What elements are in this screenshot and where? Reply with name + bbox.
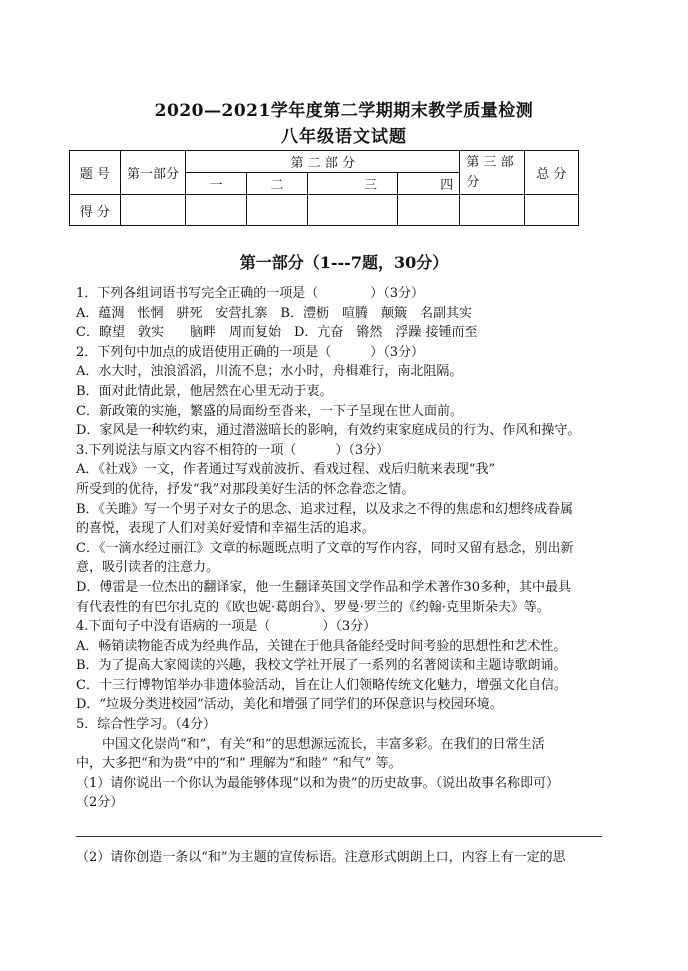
question-line: （1）请你说出一个你认为最能够体现“以和为贵”的历史故事。（说出故事名称即可） [76, 775, 560, 791]
question-line: 5．综合性学习。（4分） [76, 717, 217, 733]
score-row-label: 得 分 [70, 195, 121, 226]
question-line: 有代表性的有巴尔扎克的《欧也妮·葛朗台》、罗曼·罗兰的《约翰·克里斯朵夫》等。 [76, 599, 550, 615]
question-line: B．为了提高大家阅读的兴趣，我校文学社开展了一系列的名著阅读和主题诗歌朗诵。 [76, 658, 567, 674]
section-heading: 第一部分（1---7题，30分） [239, 253, 449, 272]
questions-body [76, 284, 616, 813]
question-line: C．十三行博物馆举办非遗体验活动，旨在让人们领略传统文化魅力，增强文化自信。 [76, 677, 567, 693]
total-header: 总 分 [524, 151, 578, 195]
passage-line: 中国文化崇尚“和”，有关“和”的思想源远流长，丰富多彩。在我们的日常生活 [102, 736, 545, 752]
score-cell-sub4[interactable] [397, 195, 459, 226]
answer-line[interactable] [76, 836, 602, 837]
part3-header-line1: 第 三 部 [466, 154, 514, 170]
subpart-1: 一 [186, 173, 246, 195]
subpart-2: 二 [246, 173, 308, 195]
exam-title: 2020—2021学年度第二学期期末教学质量检测 [154, 101, 534, 121]
part3-header [460, 151, 524, 195]
passage-line: 中，大多把“和为贵”中的“和” 理解为“和睦” “和气” 等。 [76, 756, 402, 772]
question-line: D．家风是一种软约束，通过潜滋暗长的影响，有效约束家庭成员的行为、作风和操守。 [76, 423, 581, 439]
question-line: 3.下列说法与原文内容不相符的一项（ ）（3分） [76, 442, 390, 458]
question-line: （2分） [76, 795, 124, 811]
question-line: 4.下面句子中没有语病的一项是（ ）（3分） [76, 619, 377, 635]
score-table [69, 150, 579, 226]
question-line: D．傅雷是一位杰出的翻译家，他一生翻译英国文学作品和学术著作30多种，其中最具 [76, 579, 571, 595]
question-line: （2）请你创造一条以“和”为主题的宣传标语。注意形式朗朗上口，内容上有一定的思 [76, 850, 566, 865]
question-line: A．畅销读物能否成为经典作品，关键在于他具备能经受时间考验的思想性和艺术性。 [76, 638, 567, 654]
question-line: A．蕴淍 怅惘 骈死 安营扎寨 B．澧枥 喧腾 颠簸 名副其实 [76, 305, 472, 321]
score-cell-part1[interactable] [120, 195, 186, 226]
question-line: 所受到的优待，抒发“我”对那段美好生活的怀念眷恋之情。 [76, 481, 415, 497]
question-line: D．“垃圾分类进校园”活动，美化和增强了同学们的环保意识与校园环境。 [76, 697, 503, 713]
part1-header: 第一部分 [120, 151, 186, 195]
question-line: 2．下列句中加点的成语使用正确的一项是（ ）（3分） [76, 344, 425, 360]
subpart-3: 三 [308, 173, 398, 195]
question-line: B．《关雎》写一个男子对女子的思念、追求过程，以及求之不得的焦虑和幻想终成眷属 [76, 501, 574, 517]
score-cell-sub3[interactable] [308, 195, 398, 226]
question-line: A．水大时，浊浪滔滔，川流不息；水小时，舟楫难行，南北阻隔。 [76, 364, 463, 380]
exam-subtitle: 八年级语文试题 [281, 127, 407, 147]
question-line: A．《社戏》一文，作者通过写戏前波折、看戏过程、戏后归航来表现“我” [76, 462, 496, 478]
score-cell-sub1[interactable] [186, 195, 246, 226]
score-cell-part3[interactable] [460, 195, 524, 226]
question-line: C．《一滴水经过丽江》文章的标题既点明了文章的写作内容，同时又留有悬念，别出新 [76, 540, 574, 556]
part2-header: 第 二 部 分 [186, 151, 460, 173]
score-cell-total[interactable] [524, 195, 578, 226]
score-cell-sub2[interactable] [246, 195, 308, 226]
question-line: 1．下列各组词语书写完全正确的一项是（ ）（3分） [76, 286, 425, 301]
question-line: C．瞭望 敦实 脑畔 周而复始 D．亢奋 锵然 浮躁 接锺而至 [76, 325, 478, 341]
question-line: B．面对此情此景，他居然在心里无动于衷。 [76, 383, 333, 399]
subpart-4: 四 [397, 173, 459, 195]
question-line: 意，吸引读者的注意力。 [76, 560, 220, 576]
question-line: C．新政策的实施，繁盛的局面纷至沓来，一下子呈现在世人面前。 [76, 403, 463, 419]
part3-header-line2: 分 [466, 174, 480, 190]
question-number-label: 题 号 [70, 151, 121, 195]
question-line: 的喜悦，表现了人们对美好爱情和幸福生活的追求。 [76, 521, 376, 537]
